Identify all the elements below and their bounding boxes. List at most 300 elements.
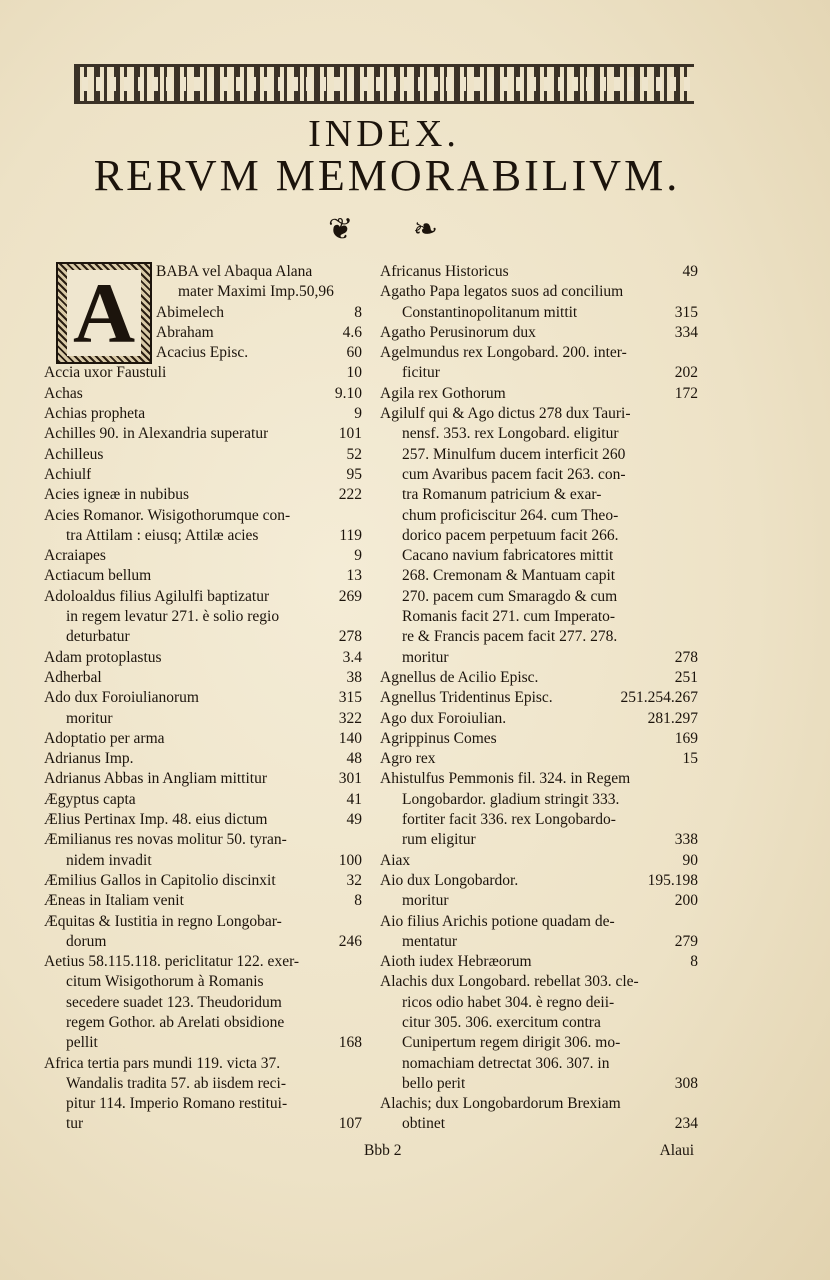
index-column-left: [44, 262, 362, 1135]
index-entry-line: [380, 769, 698, 789]
entry-text: Acies igneæ in nubibus: [44, 486, 190, 504]
index-entry-line: [44, 952, 362, 972]
entry-page-ref: 251.254.267: [620, 689, 698, 707]
entry-text: Adoloaldus filius Agilulfi baptizatur: [44, 587, 270, 605]
entry-text: BABA vel Abaqua Alana: [156, 263, 313, 280]
index-entry-line: [44, 709, 362, 729]
entry-page-ref: [692, 1094, 698, 1114]
entry-page-ref: 8: [354, 892, 362, 910]
entry-page-ref: [692, 546, 698, 566]
entry-text: Accia uxor Faustuli: [44, 364, 167, 382]
index-entry: [380, 404, 698, 668]
entry-page-ref: [692, 1033, 698, 1053]
entry-page-ref: 9: [354, 547, 362, 565]
index-entry-line: [380, 1013, 698, 1033]
index-entry: [380, 729, 698, 749]
entry-page-ref: [692, 526, 698, 546]
entry-text: Achilleus: [44, 445, 104, 463]
entry-page-ref: 4.6: [342, 323, 362, 341]
index-entry-line: [44, 729, 362, 749]
entry-text: Romanis facit 271. cum Imperato-: [402, 608, 616, 626]
entry-page-ref: 338: [674, 831, 698, 849]
index-entry-line: [380, 404, 698, 424]
entry-text: Adrianus Abbas in Angliam mittitur: [44, 770, 268, 788]
entry-text: ricos odio habet 304. è regno deii-: [402, 993, 615, 1011]
entry-page-ref: 15: [682, 750, 698, 768]
entry-text: Æmilianus res novas molitur 50. tyran-: [44, 831, 287, 849]
index-entry: [44, 749, 362, 769]
index-entry-line: [44, 1074, 362, 1094]
entry-text: mentatur: [402, 932, 458, 950]
index-entry: [44, 769, 362, 789]
entry-page-ref: 334: [674, 323, 698, 341]
entry-text: Achas: [44, 384, 83, 402]
entry-text: Acies Romanor. Wisigothorumque con-: [44, 506, 291, 524]
index-entry-line: [380, 729, 698, 749]
index-entry-line: [380, 688, 698, 708]
index-entry-line: [380, 323, 698, 343]
entry-text: chum proficiscitur 264. cum Theo-: [402, 506, 619, 524]
entry-page-ref: [356, 993, 362, 1013]
index-entry-line: [380, 972, 698, 992]
entry-page-ref: [692, 485, 698, 505]
index-entry-line: [380, 709, 698, 729]
entry-page-ref: [356, 262, 362, 282]
index-entry-line: [380, 363, 698, 383]
entry-page-ref: 200: [674, 892, 698, 910]
entry-text: mater Maximi Imp.50,96: [178, 283, 334, 301]
index-entry: [44, 729, 362, 749]
index-entry: [44, 891, 362, 911]
index-entry-line: [380, 465, 698, 485]
index-entry-line: [44, 607, 362, 627]
entry-text: Agelmundus rex Longobard. 200. inter-: [380, 344, 627, 362]
entry-page-ref: 60: [346, 344, 362, 362]
entry-text: Aio dux Longobardor.: [380, 871, 519, 889]
entry-page-ref: 202: [674, 364, 698, 382]
entry-page-ref: 9: [354, 405, 362, 423]
index-entry-line: [44, 993, 362, 1013]
entry-text: Æquitas & Iustitia in regno Longobar-: [44, 912, 282, 930]
entry-page-ref: [356, 972, 362, 992]
entry-page-ref: [692, 810, 698, 830]
index-entry-line: [44, 891, 362, 911]
entry-text: Africanus Historicus: [380, 263, 509, 280]
entry-text: dorum: [66, 932, 107, 950]
index-entry-line: [380, 546, 698, 566]
entry-text: Agatho Papa legatos suos ad concilium: [380, 283, 624, 301]
index-entry: [44, 688, 362, 729]
index-entry-line: [380, 1114, 698, 1134]
index-entry: [380, 343, 698, 384]
entry-text: Longobardor. gladium stringit 333.: [402, 790, 620, 808]
index-entry-line: [380, 1033, 698, 1053]
entry-text: Africa tertia pars mundi 119. victa 37.: [44, 1054, 281, 1072]
entry-page-ref: 279: [674, 932, 698, 950]
index-entry-line: [44, 790, 362, 810]
entry-page-ref: [692, 566, 698, 586]
index-entry-line: [44, 1054, 362, 1074]
index-entry-line: [44, 830, 362, 850]
entry-page-ref: [692, 506, 698, 526]
entry-page-ref: 301: [338, 770, 362, 788]
entry-text: Agnellus Tridentinus Episc.: [380, 689, 553, 707]
entry-text: Ago dux Foroiulian.: [380, 709, 507, 727]
entry-page-ref: 269: [338, 587, 362, 605]
entry-page-ref: 107: [338, 1115, 362, 1133]
entry-text: Aiax: [380, 851, 411, 869]
entry-text: pellit: [66, 1034, 98, 1052]
entry-text: Abraham: [156, 323, 214, 341]
index-entry-line: [380, 993, 698, 1013]
entry-page-ref: [356, 1013, 362, 1033]
entry-page-ref: 38: [346, 668, 362, 686]
index-entry: [380, 972, 698, 1094]
entry-text: regem Gothor. ab Arelati obsidione: [66, 1013, 285, 1031]
index-entry: [380, 952, 698, 972]
entry-page-ref: [692, 424, 698, 444]
entry-text: Æneas in Italiam venit: [44, 892, 184, 910]
index-column-right: [380, 262, 698, 1135]
entry-page-ref: [356, 1094, 362, 1114]
entry-text: Cacano navium fabricatores mittit: [402, 547, 614, 565]
index-entry-line: [44, 546, 362, 566]
entry-text: citur 305. 306. exercitum contra: [402, 1013, 601, 1031]
entry-text: 257. Minulfum ducem interficit 260: [402, 445, 626, 463]
entry-text: Agnellus de Acilio Episc.: [380, 668, 539, 686]
index-entry: [44, 952, 362, 1053]
index-entry-line: [380, 1054, 698, 1074]
entry-page-ref: [356, 952, 362, 972]
entry-text: Ahistulfus Pemmonis fil. 324. in Regem: [380, 770, 631, 788]
entry-page-ref: [692, 607, 698, 627]
index-entry: [44, 546, 362, 566]
entry-text: rum eligitur: [402, 831, 476, 849]
entry-text: Abimelech: [156, 303, 225, 321]
entry-text: Adherbal: [44, 668, 102, 686]
index-entry-line: [380, 851, 698, 871]
entry-page-ref: [356, 607, 362, 627]
index-entry: [44, 668, 362, 688]
index-entry-line: [44, 871, 362, 891]
index-entry: [44, 871, 362, 891]
entry-page-ref: [692, 627, 698, 647]
entry-text: fortiter facit 336. rex Longobardo-: [402, 811, 616, 829]
index-entry: [44, 648, 362, 668]
index-entry-line: [156, 282, 362, 302]
entry-page-ref: 9.10: [334, 384, 362, 402]
entry-page-ref: 278: [674, 648, 698, 666]
entry-page-ref: 315: [674, 303, 698, 321]
entry-text: Æmilius Gallos in Capitolio discinxit: [44, 871, 276, 889]
index-entry: [44, 303, 362, 323]
index-entry-line: [44, 424, 362, 444]
index-entry-line: [380, 566, 698, 586]
signature-mark: Bbb 2: [364, 1142, 402, 1159]
entry-page-ref: 168: [338, 1034, 362, 1052]
entry-page-ref: [692, 1013, 698, 1033]
entry-page-ref: 8: [690, 953, 698, 971]
index-entry: [380, 709, 698, 729]
entry-page-ref: 95: [346, 465, 362, 483]
entry-page-ref: 119: [339, 526, 362, 544]
index-entry-line: [380, 526, 698, 546]
index-entry-line: [156, 343, 362, 363]
entry-text: Aio filius Arichis potione quadam de-: [380, 912, 615, 930]
index-entry-line: [380, 810, 698, 830]
catchword: Alaui: [659, 1142, 694, 1159]
entry-page-ref: 281.297: [647, 709, 698, 727]
index-entry: [380, 384, 698, 404]
index-entry: [380, 1094, 698, 1135]
header-ornament: [74, 64, 694, 104]
index-entry: [44, 404, 362, 424]
index-entry-line: [44, 648, 362, 668]
index-entry-line: [380, 506, 698, 526]
entry-text: nidem invadit: [66, 851, 152, 869]
entry-page-ref: [356, 282, 362, 302]
index-entry-line: [44, 404, 362, 424]
entry-page-ref: 32: [346, 871, 362, 889]
entry-text: Constantinopolitanum mittit: [402, 303, 578, 321]
entry-text: moritur: [402, 892, 449, 910]
entry-text: Adrianus Imp.: [44, 750, 134, 768]
entry-text: Alachis; dux Longobardorum Brexiam: [380, 1095, 621, 1113]
index-entry: [380, 912, 698, 953]
index-entry-line: [156, 262, 362, 282]
entry-text: Acacius Episc.: [156, 344, 249, 362]
entry-page-ref: 48: [346, 750, 362, 768]
index-entry-line: [44, 851, 362, 871]
index-entry: [44, 363, 362, 383]
index-entry-line: [44, 749, 362, 769]
index-entry-line: [44, 932, 362, 952]
index-entry: [380, 262, 698, 282]
index-entry: [380, 769, 698, 850]
entry-page-ref: [356, 912, 362, 932]
index-entry-line: [380, 668, 698, 688]
index-entry-line: [44, 1094, 362, 1114]
index-entry: [380, 668, 698, 688]
entry-text: nomachiam detrectat 306. 307. in: [402, 1054, 610, 1072]
entry-text: Alachis dux Longobard. rebellat 303. cle-: [380, 973, 639, 991]
entry-page-ref: 52: [346, 445, 362, 463]
index-entry-line: [44, 1013, 362, 1033]
entry-page-ref: 278: [338, 628, 362, 646]
index-entry-line: [44, 668, 362, 688]
index-entry-line: [380, 1094, 698, 1114]
entry-page-ref: [356, 506, 362, 526]
index-entry-line: [380, 262, 698, 282]
index-entry-line: [380, 384, 698, 404]
entry-page-ref: 308: [674, 1074, 698, 1092]
entry-text: tur: [66, 1115, 84, 1133]
entry-page-ref: [356, 1054, 362, 1074]
entry-text: secedere suadet 123. Theudoridum: [66, 993, 282, 1011]
index-entry: [44, 465, 362, 485]
entry-text: Cunipertum regem dirigit 306. mo-: [402, 1034, 621, 1052]
entry-text: Achilles 90. in Alexandria superatur: [44, 425, 269, 443]
index-entry: [380, 851, 698, 871]
index-entry: [380, 323, 698, 343]
fleuron-right-icon: ❧: [412, 213, 438, 246]
entry-page-ref: 90: [682, 851, 698, 869]
index-entry-line: [380, 282, 698, 302]
index-entry-line: [44, 769, 362, 789]
index-entry: [44, 912, 362, 953]
entry-page-ref: 10: [346, 364, 362, 382]
index-entry-line: [380, 749, 698, 769]
index-entry-line: [380, 912, 698, 932]
index-entry-line: [380, 871, 698, 891]
entry-page-ref: 172: [674, 384, 698, 402]
entry-text: ficitur: [402, 364, 440, 382]
entry-page-ref: 251: [674, 668, 698, 686]
entry-page-ref: [692, 343, 698, 363]
fleuron-left-icon: ❦: [328, 213, 354, 246]
index-entry-line: [380, 343, 698, 363]
index-entry-line: [156, 323, 362, 343]
index-title: INDEX.: [308, 113, 460, 155]
index-entry-line: [380, 485, 698, 505]
entry-text: Wandalis tradita 57. ab iisdem reci-: [66, 1074, 286, 1092]
entry-page-ref: [692, 769, 698, 789]
entry-text: cum Avaribus pacem facit 263. con-: [402, 465, 626, 483]
entry-page-ref: 13: [346, 567, 362, 585]
entry-page-ref: 195.198: [647, 871, 698, 889]
index-entry-line: [44, 810, 362, 830]
entry-page-ref: [356, 1074, 362, 1094]
index-entry-line: [44, 566, 362, 586]
entry-page-ref: 49: [682, 263, 698, 280]
index-entry-line: [380, 303, 698, 323]
entry-text: Adam protoplastus: [44, 648, 162, 666]
entry-page-ref: 41: [346, 790, 362, 808]
index-entry-line: [44, 1033, 362, 1053]
entry-text: Aetius 58.115.118. periclitatur 122. exer-: [44, 953, 300, 971]
index-entry-line: [380, 1074, 698, 1094]
entry-page-ref: 169: [674, 729, 698, 747]
entry-page-ref: 8: [354, 303, 362, 321]
entry-page-ref: 49: [346, 811, 362, 829]
entry-text: nensf. 353. rex Longobard. eligitur: [402, 425, 619, 443]
entry-page-ref: 100: [338, 851, 362, 869]
entry-page-ref: 322: [338, 709, 362, 727]
entry-text: Ado dux Foroiulianorum: [44, 689, 199, 707]
entry-page-ref: 222: [338, 486, 362, 504]
index-entry-line: [44, 972, 362, 992]
entry-page-ref: 246: [338, 932, 362, 950]
index-entry-line: [380, 627, 698, 647]
entry-text: tra Attilam : eiusq; Attilæ acies: [66, 526, 259, 544]
index-entry-line: [44, 506, 362, 526]
entry-page-ref: [692, 972, 698, 992]
index-subtitle: RERVM MEMORABILIVM.: [93, 151, 681, 200]
entry-page-ref: 234: [674, 1115, 698, 1133]
index-entry: [380, 688, 698, 708]
entry-page-ref: [692, 282, 698, 302]
entry-text: re & Francis pacem facit 277. 278.: [402, 628, 618, 646]
entry-text: pitur 114. Imperio Romano restitui-: [66, 1095, 288, 1113]
entry-page-ref: 3.4: [342, 648, 362, 666]
index-entry: [44, 384, 362, 404]
entry-text: in regem levatur 271. è solio regio: [66, 608, 280, 626]
index-entry-line: [44, 445, 362, 465]
index-entry: [44, 445, 362, 465]
entry-text: tra Romanum patricium & exar-: [402, 486, 602, 504]
index-entry-line: [44, 384, 362, 404]
entry-page-ref: 140: [338, 729, 362, 747]
index-entry-line: [44, 465, 362, 485]
entry-page-ref: [692, 912, 698, 932]
entry-page-ref: [692, 404, 698, 424]
entry-text: Agro rex: [380, 750, 436, 768]
index-entry: [380, 282, 698, 323]
index-entry: [44, 587, 362, 648]
entry-text: Agila rex Gothorum: [380, 384, 506, 402]
entry-text: Agatho Perusinorum dux: [380, 323, 536, 341]
entry-text: citum Wisigothorum à Romanis: [66, 973, 264, 991]
entry-text: Acraiapes: [44, 547, 106, 565]
index-entry-line: [380, 648, 698, 668]
index-entry-line: [44, 587, 362, 607]
index-entry: [44, 810, 362, 830]
entry-text: Achias propheta: [44, 405, 146, 423]
index-entry-line: [44, 526, 362, 546]
index-entry-line: [156, 303, 362, 323]
index-entry: [44, 424, 362, 444]
index-entry: [44, 1054, 362, 1135]
entry-page-ref: [692, 1054, 698, 1074]
index-entry: [44, 343, 362, 363]
entry-text: Agrippinus Comes: [380, 729, 497, 747]
entry-text: 270. pacem cum Smaragdo & cum: [402, 587, 618, 605]
entry-text: Achiulf: [44, 465, 92, 483]
page-footer: [364, 1142, 694, 1160]
entry-text: dorico pacem perpetuum facit 266.: [402, 526, 619, 544]
entry-text: Actiacum bellum: [44, 567, 152, 585]
index-entry: [380, 871, 698, 912]
entry-text: bello perit: [402, 1074, 466, 1092]
index-entry-line: [44, 485, 362, 505]
index-entry: [44, 262, 362, 303]
entry-text: moritur: [66, 709, 113, 727]
index-entry-line: [380, 424, 698, 444]
index-entry-line: [380, 932, 698, 952]
index-entry-line: [44, 688, 362, 708]
index-entry-line: [44, 912, 362, 932]
index-entry-line: [380, 790, 698, 810]
index-entry: [44, 506, 362, 547]
entry-page-ref: [692, 465, 698, 485]
index-entry: [44, 830, 362, 871]
entry-text: deturbatur: [66, 628, 130, 646]
entry-text: moritur: [402, 648, 449, 666]
entry-text: Agilulf qui & Ago dictus 278 dux Tauri-: [380, 405, 631, 423]
index-entry-line: [380, 445, 698, 465]
index-entry: [44, 323, 362, 343]
entry-text: Ægyptus capta: [44, 790, 136, 808]
index-entry-line: [380, 830, 698, 850]
index-entry: [380, 749, 698, 769]
fleuron-ornaments: [328, 212, 438, 247]
drop-cap-letter: A: [67, 270, 141, 356]
entry-text: Ælius Pertinax Imp. 48. eius dictum: [44, 811, 268, 829]
index-entry: [44, 790, 362, 810]
index-entry-line: [380, 891, 698, 911]
entry-text: Adoptatio per arma: [44, 729, 165, 747]
entry-page-ref: [692, 587, 698, 607]
